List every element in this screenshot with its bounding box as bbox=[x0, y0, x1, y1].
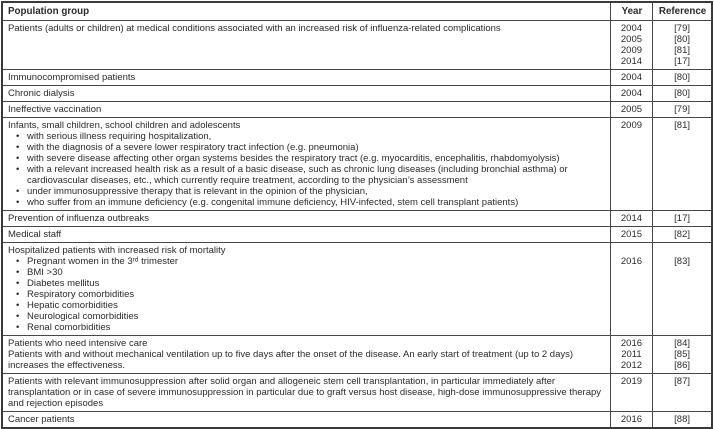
reference-value: [80] bbox=[674, 72, 690, 83]
population-bullet-item: • Pregnant women in the 3ʳᵈ trimester bbox=[8, 256, 606, 267]
population-text: Medical staff bbox=[8, 229, 62, 240]
population-cell bbox=[2, 227, 610, 243]
year-cell bbox=[610, 211, 652, 227]
column-header-population: Population group bbox=[2, 2, 610, 21]
year-cell bbox=[610, 243, 652, 336]
year-value: 2014 bbox=[620, 213, 643, 224]
table-row bbox=[2, 374, 712, 412]
population-table-container bbox=[1, 1, 713, 429]
reference-cell bbox=[653, 102, 712, 118]
reference-value: [79] bbox=[674, 23, 690, 34]
population-text: Cancer patients bbox=[8, 414, 75, 425]
reference-value: [88] bbox=[674, 414, 690, 425]
reference-value: [84] bbox=[674, 338, 690, 349]
reference-cell bbox=[653, 21, 712, 70]
table-row bbox=[2, 102, 712, 118]
population-bullet-item: • under immunosuppressive therapy that is relevant in the opinion of the physician, bbox=[8, 186, 606, 197]
reference-value: [85] bbox=[674, 349, 690, 360]
year-value: 2019 bbox=[620, 376, 643, 387]
reference-value: [86] bbox=[674, 360, 690, 371]
year-value: 2009 bbox=[620, 45, 643, 56]
population-cell bbox=[2, 412, 610, 429]
population-bullet-item: • with severe disease affecting other organ systems besides the respiratory tract (e.g. myocarditis, encephalitis, rhabdomyolysis) bbox=[8, 153, 606, 164]
population-bullet-item: • Hepatic comorbidities bbox=[8, 300, 606, 311]
reference-value: [83] bbox=[674, 256, 690, 267]
reference-value: [81] bbox=[674, 45, 690, 56]
population-text: Prevention of influenza outbreaks bbox=[8, 213, 150, 224]
reference-value: [17] bbox=[674, 213, 690, 224]
reference-value: [80] bbox=[674, 88, 690, 99]
table-row bbox=[2, 86, 712, 102]
reference-value: [80] bbox=[674, 34, 690, 45]
population-bullet-item: • Diabetes mellitus bbox=[8, 278, 606, 289]
year-value: 2014 bbox=[620, 56, 643, 67]
year-value: 2016 bbox=[620, 338, 643, 349]
reference-cell bbox=[653, 336, 712, 374]
year-value: 2012 bbox=[620, 360, 643, 371]
year-value: 2016 bbox=[620, 256, 643, 267]
year-value: 2015 bbox=[620, 229, 643, 240]
year-value: 2004 bbox=[620, 72, 643, 83]
population-cell bbox=[2, 86, 610, 102]
year-cell bbox=[610, 412, 652, 429]
population-bullet-item: • who suffer from an immune deficiency (e.g. congenital immune deficiency, HIV-infected, stem cell transplant patients) bbox=[8, 197, 606, 208]
population-text: Infants, small children, school children and adolescents bbox=[8, 120, 241, 131]
population-cell bbox=[2, 336, 610, 374]
reference-value: [87] bbox=[674, 376, 690, 387]
year-cell bbox=[610, 102, 652, 118]
reference-cell bbox=[653, 118, 712, 211]
table-row bbox=[2, 118, 712, 211]
year-value: 2016 bbox=[620, 414, 643, 425]
year-cell bbox=[610, 336, 652, 374]
table-body bbox=[2, 21, 712, 429]
population-bullet-item: • Renal comorbidities bbox=[8, 322, 606, 333]
reference-value: [79] bbox=[674, 104, 690, 115]
reference-cell bbox=[653, 412, 712, 429]
population-text: Patients with and without mechanical ventilation up to five days after the onset of the disease. An early start of treatment (up to 2 days) increases the effectiveness. bbox=[8, 349, 574, 371]
column-header-reference: Reference bbox=[653, 2, 712, 21]
year-value: 2004 bbox=[620, 23, 643, 34]
reference-cell bbox=[653, 243, 712, 336]
population-bullet-item: • with the diagnosis of a severe lower respiratory tract infection (e.g. pneumonia) bbox=[8, 142, 606, 153]
column-header-year: Year bbox=[610, 2, 652, 21]
reference-cell bbox=[653, 70, 712, 86]
population-bullet-item: • Respiratory comorbidities bbox=[8, 289, 606, 300]
population-cell bbox=[2, 374, 610, 412]
population-cell bbox=[2, 102, 610, 118]
year-cell bbox=[610, 21, 652, 70]
reference-cell bbox=[653, 86, 712, 102]
reference-value: [17] bbox=[674, 56, 690, 67]
year-value: 2011 bbox=[621, 349, 642, 360]
year-value: 2004 bbox=[620, 88, 643, 99]
table-row bbox=[2, 211, 712, 227]
year-cell bbox=[610, 374, 652, 412]
population-table bbox=[1, 1, 713, 429]
table-row bbox=[2, 243, 712, 336]
reference-cell bbox=[653, 211, 712, 227]
year-cell bbox=[610, 70, 652, 86]
table-row bbox=[2, 70, 712, 86]
population-cell bbox=[2, 118, 610, 211]
population-cell bbox=[2, 21, 610, 70]
population-text: Patients with relevant immunosuppression after solid organ and allogeneic stem cell transplantation, in particular immediately after transplantation or in case of severe immunosuppression in particular due to graft versus host disease, high-dose immunosuppressive therapy and rejection episodes bbox=[8, 376, 602, 409]
table-row bbox=[2, 412, 712, 429]
year-cell bbox=[610, 227, 652, 243]
population-text: Chronic dialysis bbox=[8, 88, 75, 99]
year-cell bbox=[610, 86, 652, 102]
reference-cell bbox=[653, 227, 712, 243]
population-text: Ineffective vaccination bbox=[8, 104, 102, 115]
population-cell bbox=[2, 243, 610, 336]
reference-value: [81] bbox=[674, 120, 690, 131]
year-cell bbox=[610, 118, 652, 211]
population-bullet-item: • Neurological comorbidities bbox=[8, 311, 606, 322]
population-bullet-item: • with serious illness requiring hospitalization, bbox=[8, 131, 606, 142]
reference-value: [82] bbox=[674, 229, 690, 240]
population-text: Immunocompromised patients bbox=[8, 72, 136, 83]
reference-cell bbox=[653, 374, 712, 412]
table-header bbox=[2, 2, 712, 21]
header-row bbox=[2, 2, 712, 21]
population-text: Patients who need intensive care bbox=[8, 338, 148, 349]
population-cell bbox=[2, 211, 610, 227]
population-bullet-item: • BMI >30 bbox=[8, 267, 606, 278]
table-row bbox=[2, 21, 712, 70]
table-row bbox=[2, 336, 712, 374]
year-value: 2009 bbox=[620, 120, 643, 131]
year-value: 2005 bbox=[620, 104, 643, 115]
year-value: 2005 bbox=[620, 34, 643, 45]
population-bullet-item: • with a relevant increased health risk as a result of a basic disease, such as chronic lung diseases (including bronchial asthma) or cardiovascular diseases, etc., which currently require treatment, according to the physician’s assessment bbox=[8, 164, 606, 186]
population-cell bbox=[2, 70, 610, 86]
table-row bbox=[2, 227, 712, 243]
population-text: Hospitalized patients with increased risk of mortality bbox=[8, 245, 226, 256]
population-text: Patients (adults or children) at medical conditions associated with an increased risk of influenza-related complications bbox=[8, 23, 501, 34]
